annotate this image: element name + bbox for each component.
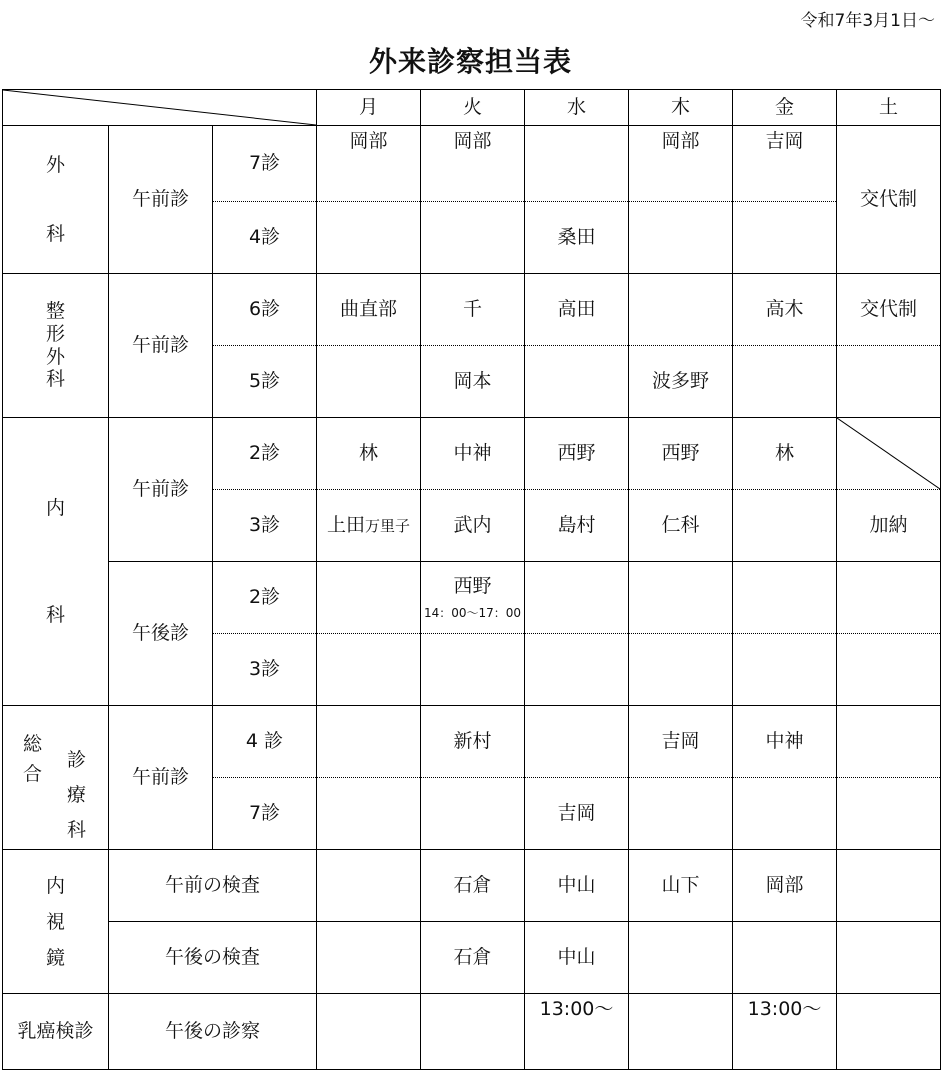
cell bbox=[317, 994, 421, 1070]
cell: 西野 bbox=[629, 418, 733, 490]
cell bbox=[837, 634, 941, 706]
cell bbox=[837, 706, 941, 778]
session-general-am: 午前診 bbox=[109, 706, 213, 850]
cell: 新村 bbox=[421, 706, 525, 778]
dept-general-col-b: 診 療 科 bbox=[67, 748, 87, 841]
dept-general bbox=[3, 706, 109, 850]
dept-surgery: 外 科 bbox=[3, 126, 109, 274]
cell bbox=[421, 634, 525, 706]
cell bbox=[525, 346, 629, 418]
cell: 吉岡 bbox=[629, 706, 733, 778]
cell bbox=[629, 202, 733, 274]
room: 3診 bbox=[213, 634, 317, 706]
day-sat: 土 bbox=[837, 90, 941, 126]
cell: 島村 bbox=[525, 490, 629, 562]
dept-endoscopy: 内 視 鏡 bbox=[3, 850, 109, 994]
effective-date: 令和7年3月1日～ bbox=[800, 11, 935, 31]
cell bbox=[733, 634, 837, 706]
cell: 吉岡 bbox=[733, 126, 837, 202]
cell bbox=[421, 778, 525, 850]
day-tue: 火 bbox=[421, 90, 525, 126]
session-internal-am: 午前診 bbox=[109, 418, 213, 562]
cell: 桑田 bbox=[525, 202, 629, 274]
session-ortho-am: 午前診 bbox=[109, 274, 213, 418]
cell-fri: 13:00～ bbox=[733, 994, 837, 1070]
endoscopy-row-am bbox=[3, 850, 941, 922]
session-surgery-am: 午前診 bbox=[109, 126, 213, 274]
day-thu: 木 bbox=[629, 90, 733, 126]
cell bbox=[629, 994, 733, 1070]
room: 5診 bbox=[213, 346, 317, 418]
cell bbox=[317, 490, 421, 562]
room: 7診 bbox=[213, 126, 317, 202]
doctor-surname: 上田 bbox=[326, 514, 365, 537]
cell: 岡部 bbox=[421, 126, 525, 202]
surgery-row-1 bbox=[3, 126, 941, 202]
cell-sat: 交代制 bbox=[837, 126, 941, 274]
dept-ortho: 整 形 外 科 bbox=[3, 274, 109, 418]
doctor-given-name: 万里子 bbox=[365, 517, 411, 536]
closed-diagonal bbox=[837, 418, 940, 489]
cell: 交代制 bbox=[837, 274, 941, 346]
cell bbox=[317, 202, 421, 274]
cell bbox=[317, 562, 421, 634]
endoscopy-am-label: 午前の検査 bbox=[109, 850, 317, 922]
cell: 仁科 bbox=[629, 490, 733, 562]
cell bbox=[525, 706, 629, 778]
cell bbox=[525, 126, 629, 202]
cell bbox=[629, 634, 733, 706]
cell bbox=[525, 634, 629, 706]
cell-sat-closed bbox=[837, 418, 941, 490]
dept-breast: 乳癌検診 bbox=[3, 994, 109, 1070]
room: 3診 bbox=[213, 490, 317, 562]
dept-general-col-a: 総 合 bbox=[23, 732, 43, 785]
cell: 武内 bbox=[421, 490, 525, 562]
cell: 中神 bbox=[733, 706, 837, 778]
internal-pm-row-1 bbox=[3, 562, 941, 634]
doctor-name: 西野 bbox=[453, 574, 492, 597]
cell-tue-pm bbox=[421, 562, 525, 634]
endoscopy-pm-label: 午後の検査 bbox=[109, 922, 317, 994]
cell bbox=[421, 202, 525, 274]
cell: 岡部 bbox=[629, 126, 733, 202]
ortho-row-1 bbox=[3, 274, 941, 346]
cell: 千 bbox=[421, 274, 525, 346]
cell: 石倉 bbox=[421, 922, 525, 994]
cell-wed: 13:00～ bbox=[525, 994, 629, 1070]
cell bbox=[629, 562, 733, 634]
cell: 曲直部 bbox=[317, 274, 421, 346]
room: 6診 bbox=[213, 274, 317, 346]
cell: 林 bbox=[317, 418, 421, 490]
cell: 岡本 bbox=[421, 346, 525, 418]
page-title: 外来診察担当表 bbox=[368, 45, 572, 78]
cell bbox=[733, 922, 837, 994]
day-fri: 金 bbox=[733, 90, 837, 126]
breast-label: 午後の診察 bbox=[109, 994, 317, 1070]
day-mon: 月 bbox=[317, 90, 421, 126]
cell bbox=[317, 634, 421, 706]
cell bbox=[525, 562, 629, 634]
cell: 中山 bbox=[525, 850, 629, 922]
cell bbox=[629, 778, 733, 850]
cell: 加納 bbox=[837, 490, 941, 562]
cell: 中神 bbox=[421, 418, 525, 490]
session-internal-pm: 午後診 bbox=[109, 562, 213, 706]
day-wed: 水 bbox=[525, 90, 629, 126]
cell bbox=[837, 778, 941, 850]
cell: 高田 bbox=[525, 274, 629, 346]
cell bbox=[733, 202, 837, 274]
breast-row bbox=[3, 994, 941, 1070]
cell bbox=[837, 850, 941, 922]
cell: 波多野 bbox=[629, 346, 733, 418]
cell: 吉岡 bbox=[525, 778, 629, 850]
cell bbox=[629, 274, 733, 346]
cell: 山下 bbox=[629, 850, 733, 922]
room: 4診 bbox=[213, 202, 317, 274]
cell bbox=[733, 562, 837, 634]
cell: 西野 bbox=[525, 418, 629, 490]
cell bbox=[317, 706, 421, 778]
cell bbox=[317, 778, 421, 850]
cell: 岡部 bbox=[733, 850, 837, 922]
room: 2診 bbox=[213, 562, 317, 634]
endoscopy-row-pm bbox=[3, 922, 941, 994]
cell bbox=[629, 922, 733, 994]
cell bbox=[733, 346, 837, 418]
cell bbox=[317, 850, 421, 922]
cell bbox=[837, 922, 941, 994]
cell bbox=[837, 346, 941, 418]
cell bbox=[733, 778, 837, 850]
cell: 高木 bbox=[733, 274, 837, 346]
header-row bbox=[3, 90, 941, 126]
dept-internal: 内 科 bbox=[3, 418, 109, 706]
room: 7診 bbox=[213, 778, 317, 850]
time-range: 14：00～17：00 bbox=[423, 605, 522, 620]
cell: 林 bbox=[733, 418, 837, 490]
room: 2診 bbox=[213, 418, 317, 490]
schedule-table bbox=[2, 89, 941, 1070]
cell bbox=[421, 994, 525, 1070]
cell: 石倉 bbox=[421, 850, 525, 922]
cell: 中山 bbox=[525, 922, 629, 994]
corner-cell bbox=[3, 90, 317, 126]
cell bbox=[317, 922, 421, 994]
cell bbox=[733, 490, 837, 562]
room: 4 診 bbox=[213, 706, 317, 778]
internal-am-row-1 bbox=[3, 418, 941, 490]
general-row-1 bbox=[3, 706, 941, 778]
corner-diagonal bbox=[3, 90, 316, 125]
cell bbox=[837, 562, 941, 634]
cell: 岡部 bbox=[317, 126, 421, 202]
cell bbox=[317, 346, 421, 418]
cell bbox=[837, 994, 941, 1070]
